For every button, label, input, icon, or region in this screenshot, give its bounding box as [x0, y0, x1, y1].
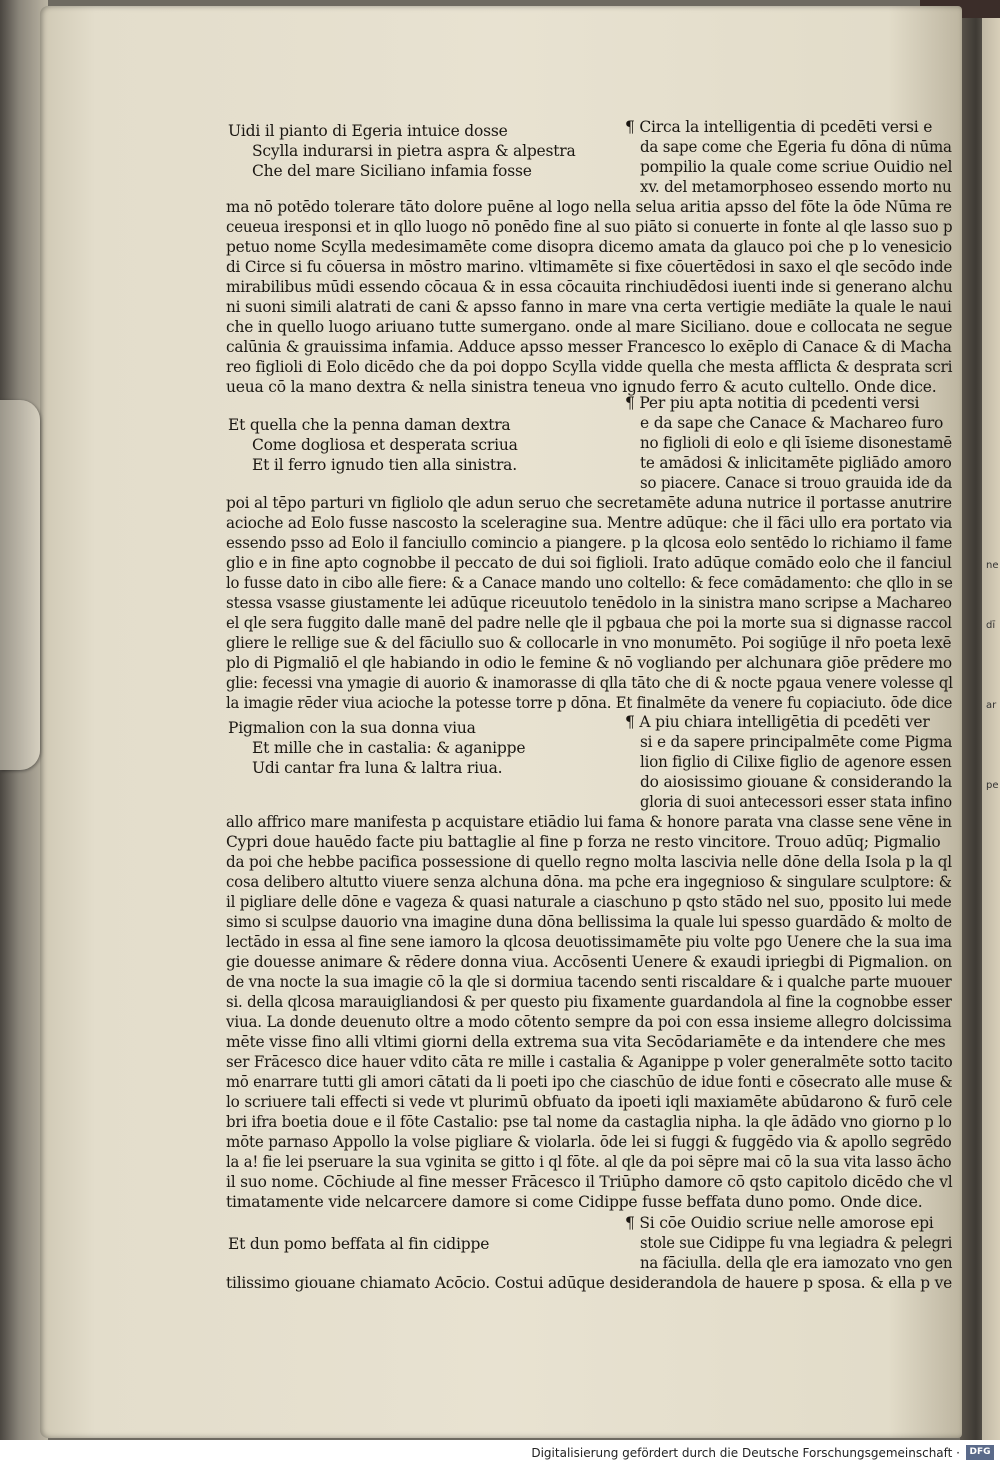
edge-mark: pe [986, 780, 999, 791]
commentary-line: na fāciulla. della qle era iamozato vno gen [640, 1254, 953, 1272]
body-line: tilissimo giouane chiamato Acōcio. Costui adūque desiderandola de hauere p sposa. & ella p ve [226, 1274, 953, 1292]
body-line: da poi che hebbe pacifica possessione di quello regno molta lascivia nelle dōne della Isola p la ql [226, 853, 952, 871]
body-line: il suo nome. Cōchiude al fine messer Frācesco il Triūpho damore cō qsto capitolo dicēdo che vl [226, 1173, 953, 1191]
body-line: viua. La donde deuenuto oltre a modo cōtento sempre da poi con essa insieme allegro dolcissima [226, 1013, 952, 1031]
commentary-line: ¶ Per piu apta notitia di pcedenti versi [625, 394, 920, 412]
dfg-logo: DFG [966, 1445, 994, 1460]
body-line: mōte parnaso Appollo la volse pigliare & violarla. ōde lei si fuggi & fuggēdo via & apollo segrēdo [226, 1133, 952, 1151]
body-line: il pigliare delle dōne e vageza & quasi naturale a ciaschuno p qsto stādo nel suo, pposito lui mede [226, 893, 952, 911]
commentary-line: so piacere. Canace si trouo grauida ide da [640, 474, 953, 492]
body-line: calūnia & grauissima infamia. Adduce apsso messer Francesco lo exēplo di Canace & di Macha [226, 338, 952, 356]
edge-mark: ne [986, 560, 999, 571]
body-line: si. della qlcosa marauigliandosi & per questo piu fixamente guardandola al fine la cognobbe esser [226, 993, 952, 1011]
commentary-line: no figlioli di eolo e qli īsieme disonestamē [640, 434, 953, 452]
body-line: ser Frācesco dice hauer vdito cāta re mille i castalia & Aganippe p voler generalmēte sotto tacito [226, 1053, 953, 1071]
body-line: poi al tēpo parturi vn figliolo qle adun seruo che secretamēte aduna nutrice il portasse anutrire [226, 494, 952, 512]
edge-mark: ar [986, 700, 997, 711]
body-line: mō enarrare tutti gli amori cātati da li poeti ipo che ciaschūo de idue fonti e cōsecrato alle muse & [226, 1073, 953, 1091]
edge-mark: dī [986, 620, 996, 631]
verse-line: Scylla indurarsi in pietra aspra & alpestra [252, 142, 576, 160]
body-line: timatamente vide nelcarcere damore si come Cidippe fusse beffata duno pomo. Onde dice. [226, 1193, 923, 1211]
body-line: mirabilibus mūdi essendo cōcaua & in essa cōcauita rinchiudēdosi iuenti inde si generano alchu [226, 278, 953, 296]
commentary-line: ¶ Si cōe Ouidio scriue nelle amorose epi [625, 1214, 934, 1232]
body-line: plo di Pigmaliō el qle habiando in odio le femine & nō vogliando per alchunara giōe prēdere mo [226, 654, 952, 672]
body-line: ni suoni simili alatrati de cani & apsso fanno in mare vna certa vertigie mediāte la quale le naui [226, 298, 952, 316]
body-line: di Circe si fu cōuersa in mōstro marino. vltimamēte si fixe cōuertēdosi in saxo el qle secōdo inde [226, 258, 953, 276]
body-line: Cypri doue hauēdo facte piu battaglie al fine p forza ne resto vincitore. Trouo adūq; Pigmalio [226, 833, 941, 851]
next-page-strip [982, 0, 1000, 1440]
body-line: simo si sculpse dauorio vna imagine duna dōna bellissima la quale lui spesso guardādo & molto de [226, 913, 952, 931]
body-line: la a! fie lei pseruare la sua vginita se gitto i ql fōte. al qle da poi sēpre mai cō la sua vita lasso ācho [226, 1153, 952, 1171]
body-line: de vna nocte la sua imagie cō la qle si dormiua tacendo senti riscaldare & i qualche parte muouer [226, 973, 952, 991]
body-line: la imagie rēder viua acioche la potesse torre p dōna. Et finalmēte da venere fu copiaciuto. ōde dice [226, 694, 953, 712]
body-line: ma nō potēdo tolerare tāto dolore puēne al logo nella selua aritia apsso del fōte la ōde Nūma re [226, 198, 952, 216]
body-line: lectādo in essa al fine sene iamoro la qlcosa deuotissimamēte piu volte pgo Uenere che la sua ima [226, 933, 952, 951]
body-line: glie: fecessi vna ymagie di auorio & inamorasse di qlla tāto che di & nocte pgaua venere volesse ql [226, 674, 953, 692]
body-line: cosa delibero altutto viuere senza alchuna dōna. ma pche era ingegnioso & singulare sculptore: & [226, 873, 952, 891]
body-line: stessa vsasse giustamente lei adūque riceuutolo tenēdolo in la sinistra mano scripse a Machareo [226, 594, 952, 612]
commentary-line: te amādosi & inlicitamēte pigliādo amoro [640, 454, 952, 472]
book-clasp [0, 400, 40, 770]
commentary-line: ¶ Circa la intelligentia di pcedēti versi e [625, 118, 933, 136]
body-line: el qle sera fuggito dalle manē del padre nelle qle il pgbaua che poi la morte sua si dignasse raccol [226, 614, 952, 632]
body-line: che in quello luogo ariuano tutte sumergano. onde al mare Siciliano. doue e collocata ne segue [226, 318, 953, 336]
body-line: lo scriuere tali effecti si vede vt plurimū obfuato da ipoeti iqli maxiamēte abūdarono & furō cele [226, 1093, 953, 1111]
body-line: ueua cō la mano dextra & nella sinistra teneua vno ignudo ferro & acuto cultello. Onde dice. [226, 378, 937, 396]
body-line: allo affrico mare manifesta p acquistare etiādio lui fama & honore parata vna classe sene vēne in [226, 813, 952, 831]
verse-line: Come dogliosa et desperata scriua [252, 436, 518, 454]
body-line: lo fusse dato in cibo alle fiere: & a Canace mando uno coltello: & fece comādamento: che qllo in se [226, 574, 953, 592]
commentary-line: si e da sapere principalmēte come Pigma [640, 733, 953, 751]
verse-line: Uidi il pianto di Egeria intuice dosse [228, 122, 508, 140]
commentary-line: da sape come che Egeria fu dōna di nūma [640, 138, 952, 156]
commentary-line: xv. del metamorphoseo essendo morto nu [640, 178, 952, 196]
body-line: essendo psso ad Eolo il fanciullo comincio a piangere. p la qlcosa eolo sentēdo lo richiamo il fame [226, 534, 953, 552]
body-line: reo figlioli di Eolo dicēdo che da poi doppo Scylla vidde quella che mesta afflicta & desprata scri [226, 358, 953, 376]
body-line: petuo nome Scylla medesimamēte come disopra dicemo amata da glauco poi che p lo venesicio [226, 238, 952, 256]
body-line: glio e in fine apto cognobbe il peccato de dui soi figlioli. Irato adūque comādo eolo che il fanciul [226, 554, 952, 572]
body-line: gliere le rellige sue & del fāciullo suo & collocarle in vno monumēto. Poi sogiūge il nr̄o poeta lexē [226, 634, 952, 652]
commentary-line: e da sape che Canace & Machareo furo [640, 414, 944, 432]
verse-line: Et mille che in castalia: & aganippe [252, 739, 526, 757]
body-line: acioche ad Eolo fusse nascosto la sceleragine sua. Mentre adūque: che il fāci ullo era portato via [226, 514, 953, 532]
commentary-line: ¶ A piu chiara intelligētia di pcedēti ver [625, 713, 930, 731]
footer-credit: Digitalisierung gefördert durch die Deutsche Forschungsgemeinschaft · [531, 1446, 960, 1460]
body-line: bri ifra boetia doue e il fōte Castalio: pse tal nome da castaglia nipha. la qle ādādo vno giorno p lo [226, 1113, 952, 1131]
body-line: mēte visse fino alli vltimi giorni della extrema sua vita Secōdariamēte e da intendere che mes [226, 1033, 946, 1051]
commentary-line: do aiosissimo giouane & considerando la [640, 773, 953, 791]
commentary-line: pompilio la quale come scriue Ouidio nel [640, 158, 953, 176]
verse-line: Et il ferro ignudo tien alla sinistra. [252, 456, 517, 474]
footer-bar [0, 1440, 1000, 1467]
verse-line: Pigmalion con la sua donna viua [228, 719, 476, 737]
verse-line: Et dun pomo beffata al fin cidippe [228, 1235, 490, 1253]
verse-line: Che del mare Siciliano infamia fosse [252, 162, 532, 180]
commentary-line: stole sue Cidippe fu vna legiadra & pelegri [640, 1234, 953, 1252]
verse-line: Udi cantar fra luna & laltra riua. [252, 759, 503, 777]
commentary-line: gloria di suoi antecessori esser stata infino [640, 793, 952, 811]
body-line: gie douesse animare & rēdere donna viua. Accōsenti Uenere & exaudi ipriegbi di Pigmalion. on [226, 953, 952, 971]
body-line: ceueua iresponsi et in qllo luogo nō ponēdo fine al suo piāto si conuerte in fonte al qle lasso suo p [226, 218, 953, 236]
verse-line: Et quella che la penna daman dextra [228, 416, 511, 434]
commentary-line: lion figlio di Cilixe figlio de agenore essen [640, 753, 952, 771]
